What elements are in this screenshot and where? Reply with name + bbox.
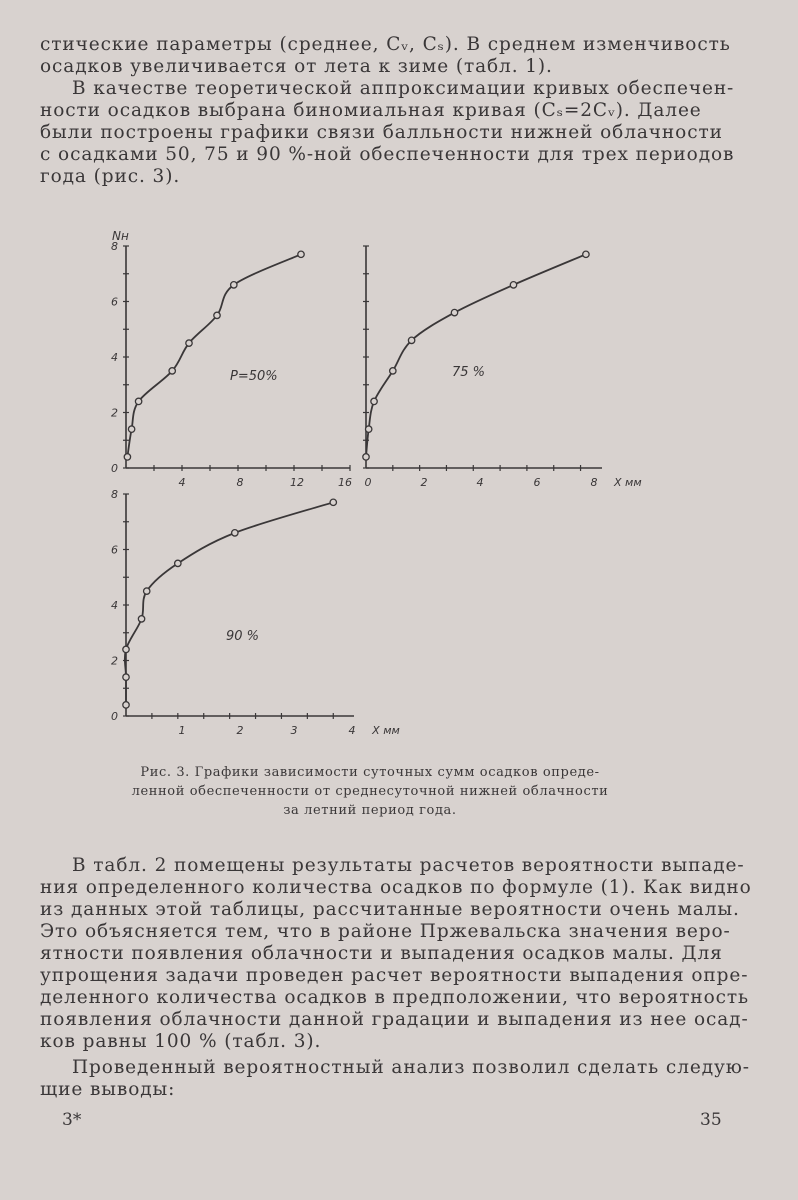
panel-1-annotation: P=50% [230,369,278,384]
y-axis-label-nn: Nн [112,229,129,243]
caption-line: ленной обеспеченности от среднесуточной нижней облачности [131,784,609,799]
text-line: Это объясняется тем, что в районе Пржевальска значения веро- [40,921,731,942]
panel-2-data-point [365,426,371,432]
panel-1-y-tick-label: 4 [111,351,118,364]
text-line: деленного количества осадков в предположении, что вероятность [40,987,750,1008]
panel-3-y-tick-label: 0 [111,710,118,723]
text-line: В качестве теоретической аппроксимации кривых обеспечен- [72,78,735,99]
text-line: с осадками 50, 75 и 90 %-ной обеспеченности для трех периодов [40,144,735,165]
panel-3-x-tick-label: 3 [290,724,298,737]
signature-mark: 3* [62,1110,82,1130]
panel-2-data-point [363,454,369,460]
panel-1-y-tick-label: 6 [111,295,118,309]
panel-2-x-axis-label: X мм [614,476,642,489]
text-line: ния определенного количества осадков по формуле (1). Как видно [40,877,752,898]
panel-1-y-tick-label: 8 [111,240,118,253]
panel-3-x-tick-label: 1 [178,724,186,737]
panel-2-data-point [408,337,414,343]
panel-3-data-point [232,530,238,536]
charts-layer [111,240,642,737]
text-line: ности осадков выбрана биномиальная кривая (Cₛ=2Cᵥ). Далее [40,100,702,121]
panel-3-data-point [175,560,181,566]
panel-1-y-tick-label: 2 [111,406,118,420]
page-number: 35 [700,1110,722,1130]
figure-caption [70,763,670,820]
bottom-paragraph-1 [40,855,752,1053]
panel-1-data-point [231,282,237,288]
panel-3-annotation: 90 % [226,629,260,644]
text-line: из данных этой таблицы, рассчитанные вероятности очень малы. [40,899,740,920]
text-line: щие выводы: [40,1079,176,1100]
panel-2-x-tick-label: 6 [533,476,541,489]
panel-1-data-point [214,312,220,318]
panel-2-annotation: 75 % [452,365,486,380]
panel-3-x-tick-label: 4 [348,724,356,737]
panel-3-data-point [123,674,129,680]
panel-1-curve [127,254,301,457]
panel-1-y-tick-label: 0 [111,462,118,475]
panel-2-data-point [510,282,516,288]
panel-1-data-point [169,368,175,374]
panel-1-data-point [128,426,134,432]
panel-3-data-point [123,702,129,708]
caption-line: Рис. 3. Графики зависимости суточных сумм осадков опреде- [140,765,600,780]
caption-line: за летний период года. [283,803,457,818]
panel-3-data-point [138,616,144,622]
panel-2-data-point [451,309,457,315]
panel-2-data-point [583,251,589,257]
panel-1-x-tick-label: 12 [290,476,304,489]
text-line: года (рис. 3). [40,166,181,187]
panel-3-y-tick-label: 4 [111,599,118,612]
panel-2-data-point [371,398,377,404]
text-line: ятности появления облачности и выпадения осадков малы. Для [40,943,723,964]
panel-3-data-point [123,646,129,652]
panel-3-y-tick-label: 6 [111,543,118,557]
panel-3-x-tick-label: 2 [236,724,244,737]
panel-1-x-tick-label: 4 [178,476,186,489]
text-line: осадков увеличивается от лета к зиме (табл. 1). [40,56,553,77]
text-line: стические параметры (среднее, Cᵥ, Cₛ). В среднем изменчивость [40,34,731,55]
panel-2-x-tick-label: 8 [590,476,598,489]
text-line: были построены графики связи балльности нижней облачности [40,122,723,143]
text-line: ков равны 100 % (табл. 3). [40,1031,322,1052]
panel-2-x-tick-label: 0 [364,476,372,489]
panel-3-x-tick-label: X мм [372,724,400,737]
panel-1-data-point [186,340,192,346]
text-line: упрощения задачи проведен расчет вероятности выпадения опре- [40,965,749,986]
text-line: появления облачности данной градации и выпадения из нее осад- [40,1009,749,1030]
panel-2-x-tick-label: 4 [476,476,484,489]
panel-3-y-tick-label: 8 [111,488,118,501]
panel-1-data-point [135,398,141,404]
text-line: В табл. 2 помещены результаты расчетов вероятности выпаде- [72,855,745,876]
panel-2-curve [366,254,586,457]
text-line: Проведенный вероятностный анализ позволил сделать следую- [72,1057,750,1078]
panel-3-y-tick-label: 2 [111,654,118,668]
panel-3-curve [125,502,333,705]
panel-2-x-tick-label: 2 [420,476,428,489]
panel-1-x-tick-label: 8 [236,476,244,489]
panel-1-data-point [124,454,130,460]
bottom-paragraph-2 [40,1057,750,1101]
panel-3-data-point [330,499,336,505]
panel-2-data-point [390,368,396,374]
panel-3-data-point [144,588,150,594]
panel-1-x-tick-label: 16 [338,476,352,489]
panel-1-data-point [298,251,304,257]
